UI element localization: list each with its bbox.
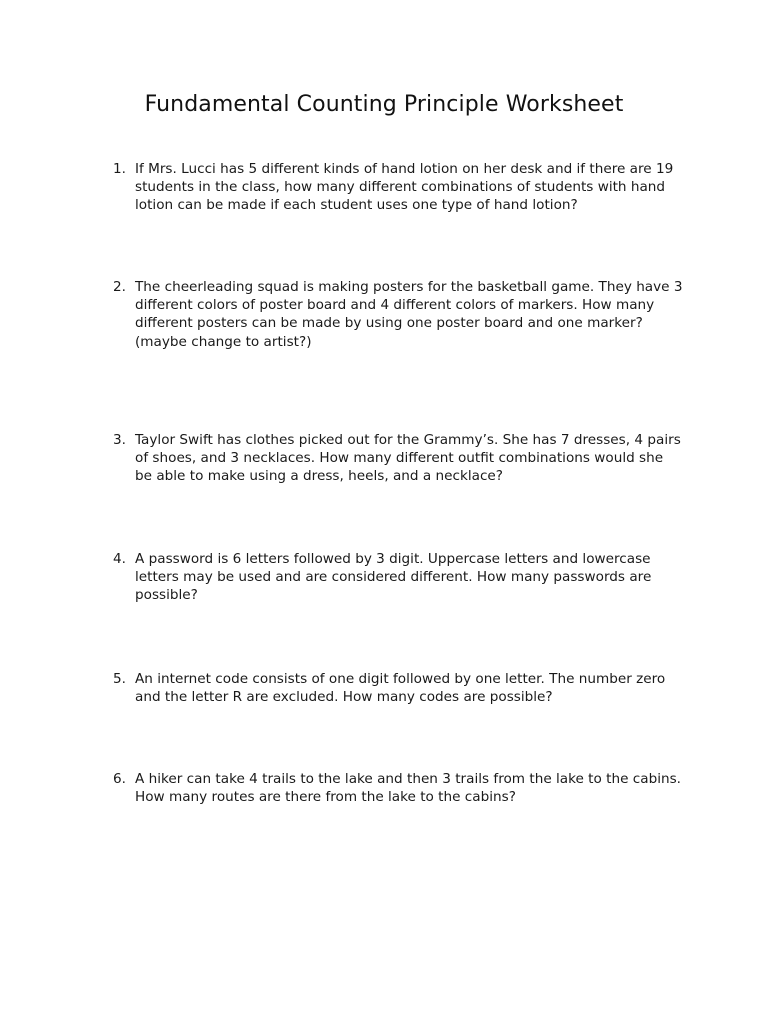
question-item-3 (113, 431, 683, 486)
question-number: 1. (113, 161, 126, 177)
question-text: A hiker can take 4 trails to the lake and then 3 trails from the lake to the cabins. How many routes are there from the lake to the cabins? (135, 771, 682, 806)
question-item-1 (113, 160, 683, 215)
question-number: 4. (113, 551, 126, 567)
question-number: 6. (113, 771, 126, 787)
question-text: The cheerleading squad is making posters for the basketball game. They have 3 different colors of poster board and 4 different colors of markers. How many different posters can be made by using one poster board and one marker? (maybe change to artist?) (135, 279, 683, 350)
question-item-4 (113, 550, 683, 605)
question-number: 2. (113, 279, 126, 295)
question-text: A password is 6 letters followed by 3 digit. Uppercase letters and lowercase letters may be used and are considered different. How many passwords are possible? (135, 551, 652, 604)
question-item-6 (113, 770, 683, 806)
question-number: 3. (113, 432, 126, 448)
question-text: If Mrs. Lucci has 5 different kinds of hand lotion on her desk and if there are 19 students in the class, how many different combinations of students with hand lotion can be made if each student uses one type of hand lotion? (135, 161, 674, 214)
page-title: Fundamental Counting Principle Worksheet (144, 92, 624, 117)
question-item-2 (113, 278, 683, 351)
question-text: An internet code consists of one digit followed by one letter. The number zero and the letter R are excluded. How many codes are possible? (135, 671, 666, 706)
question-text: Taylor Swift has clothes picked out for the Grammy’s. She has 7 dresses, 4 pairs of shoes, and 3 necklaces. How many different outfit combinations would she be able to make using a dress, heels, and a necklace? (135, 432, 681, 485)
question-item-5 (113, 670, 683, 706)
question-number: 5. (113, 671, 126, 687)
